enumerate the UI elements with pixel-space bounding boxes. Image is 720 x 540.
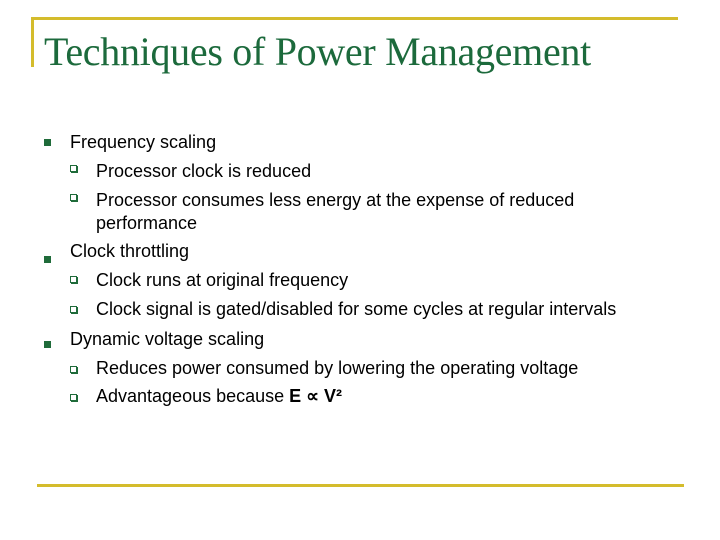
sub-bullet-text: Processor clock is reduced xyxy=(96,161,312,181)
hollow-square-bullet-icon xyxy=(70,306,77,313)
bullet-frequency-scaling: Frequency scaling xyxy=(70,132,217,152)
square-bullet-icon xyxy=(44,139,51,146)
sub-bullet-text: Processor consumes less energy at the expense of reduced xyxy=(96,190,575,210)
hollow-square-bullet-icon xyxy=(70,394,77,401)
sub-bullet-text-continued: performance xyxy=(96,213,198,233)
slide-title: Techniques of Power Management xyxy=(44,29,591,74)
energy-voltage-formula: E ∝ V² xyxy=(289,386,343,406)
square-bullet-icon xyxy=(44,341,51,348)
hollow-square-bullet-icon xyxy=(70,165,77,172)
sub-bullet-text-with-formula xyxy=(96,385,342,407)
hollow-square-bullet-icon xyxy=(70,366,77,373)
sub-bullet-text: Clock runs at original frequency xyxy=(96,270,349,290)
slide-frame-left-line xyxy=(31,17,34,67)
sub-bullet-text: Clock signal is gated/disabled for some cycles at regular intervals xyxy=(96,299,617,319)
sub-bullet-text: Reduces power consumed by lowering the operating voltage xyxy=(96,358,579,378)
slide-frame-top-line xyxy=(31,17,678,20)
sub-bullet-text: Advantageous because xyxy=(96,386,290,406)
square-bullet-icon xyxy=(44,256,51,263)
slide-frame-bottom-line xyxy=(37,484,684,487)
bullet-clock-throttling: Clock throttling xyxy=(70,241,190,261)
bullet-dynamic-voltage-scaling: Dynamic voltage scaling xyxy=(70,329,265,349)
hollow-square-bullet-icon xyxy=(70,276,77,283)
hollow-square-bullet-icon xyxy=(70,194,77,201)
